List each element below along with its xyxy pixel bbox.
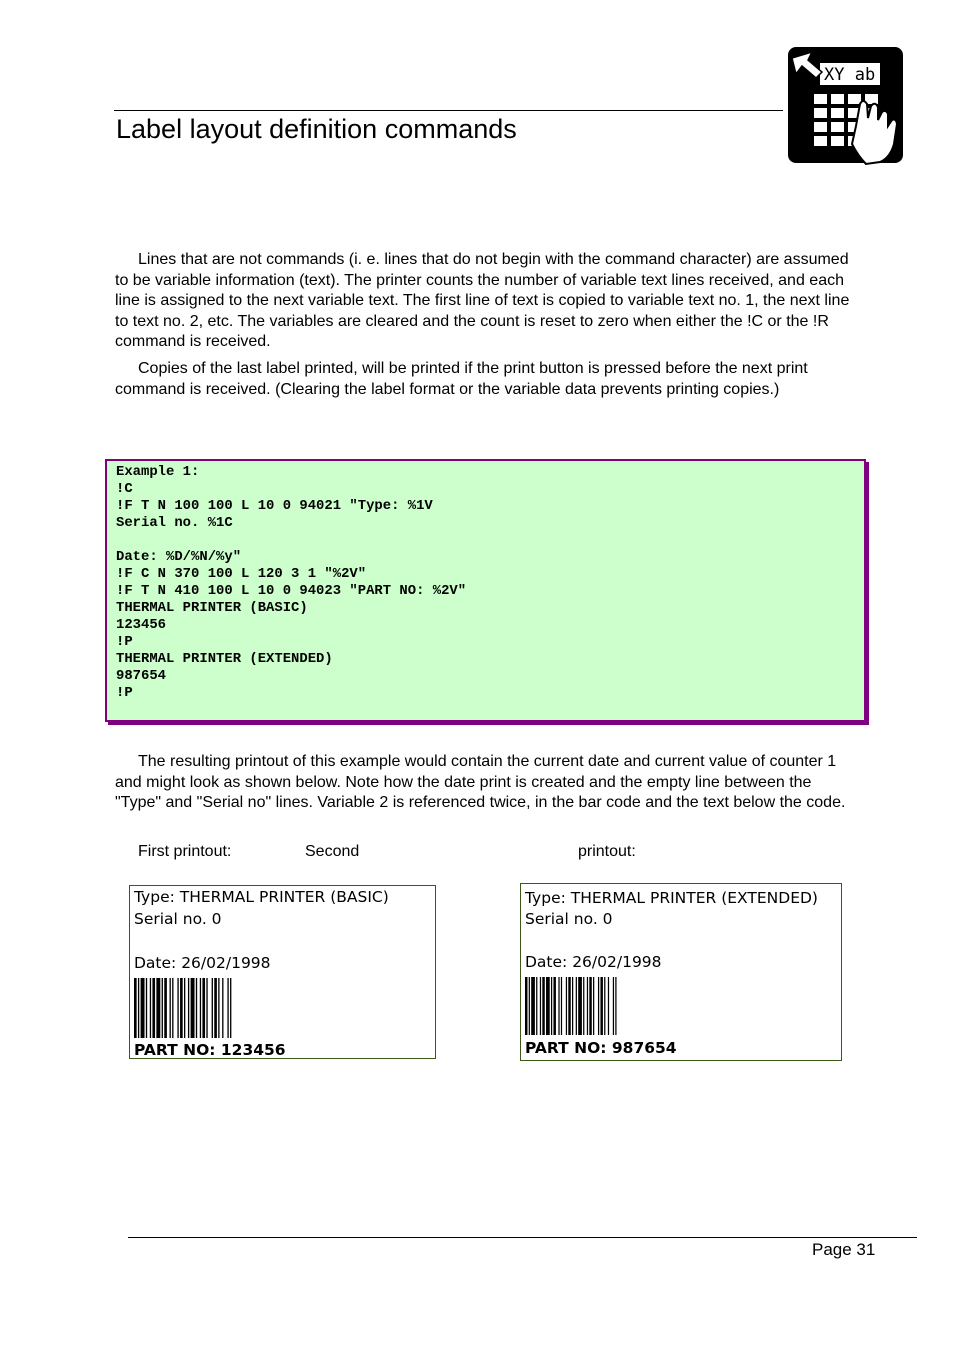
- barcode-bar: [202, 978, 205, 1038]
- barcode-bar: [172, 978, 173, 1038]
- barcode-bar: [546, 977, 550, 1035]
- barcode-bar: [150, 978, 151, 1038]
- barcode: [134, 978, 234, 1038]
- page-title: Label layout definition commands: [116, 114, 517, 144]
- barcode-bar: [200, 978, 201, 1038]
- label-printout-first: [129, 885, 436, 1059]
- label-date-line: Date: 26/02/1998: [525, 953, 662, 971]
- barcode-bar: [531, 977, 535, 1035]
- barcode-bar: [212, 978, 213, 1038]
- barcode-bar: [162, 978, 163, 1038]
- barcode-bar: [170, 978, 171, 1038]
- caption-second: Second: [305, 843, 360, 860]
- label-date-line: Date: 26/02/1998: [134, 954, 271, 972]
- barcode-bar: [561, 977, 562, 1035]
- barcode-bar: [164, 978, 167, 1038]
- barcode-bar: [218, 978, 219, 1038]
- code-example: Example 1: !C !F T N 100 100 L 10 0 94021 "Type: %1V Serial no. %1C Date: %D/%N/%y" !F C N 370 100 L 120 3 1 "%2V" !F T N 410 100 L 10 0 94023 "PART NO: %2V" THERMAL PRINTER (BASIC) 123456 !P THERMAL PRINTER (EXTENDED) 987654 !P: [116, 464, 467, 701]
- label-serial-line: Serial no. 0: [525, 910, 613, 928]
- barcode-bar: [598, 977, 599, 1035]
- barcode-bar: [138, 978, 139, 1038]
- barcode-bar: [188, 978, 189, 1038]
- barcode-bar: [558, 977, 559, 1035]
- barcode-bar: [551, 977, 552, 1035]
- label-type-line: Type: THERMAL PRINTER (BASIC): [134, 888, 389, 906]
- barcode-bar: [553, 977, 555, 1035]
- paragraph-copies: Copies of the last label printed, will be printed if the print button is pressed before the next print command is received. (Clearing the label format or the variable data prevents printing copies.): [115, 360, 808, 398]
- barcode-bar: [227, 978, 228, 1038]
- barcode-bar: [572, 977, 573, 1035]
- label-type-line: Type: THERMAL PRINTER (EXTENDED): [525, 889, 818, 907]
- barcode-bar: [191, 978, 195, 1038]
- barcode-bar: [600, 977, 602, 1035]
- label-serial-line: Serial no. 0: [134, 910, 222, 928]
- barcode-bar: [180, 978, 183, 1038]
- logo-text: XY ab: [824, 65, 876, 85]
- barcode-bar: [230, 978, 231, 1038]
- label-part-line: PART NO: 123456: [134, 1041, 286, 1059]
- barcode-bar: [566, 977, 567, 1035]
- barcode-bar: [529, 977, 530, 1035]
- barcode-bar: [206, 978, 207, 1038]
- barcode-bar: [589, 977, 591, 1035]
- barcode-bar: [222, 978, 223, 1038]
- label-part-line: PART NO: 987654: [525, 1039, 677, 1057]
- barcode-bar: [608, 977, 609, 1035]
- caption-first-printout: First printout:: [138, 843, 232, 860]
- label-printout-second: [520, 883, 842, 1061]
- barcode-bar: [146, 978, 147, 1038]
- page-number: Page 31: [812, 1240, 876, 1259]
- code-example-box: [105, 459, 866, 722]
- barcode-bar: [540, 977, 541, 1035]
- barcode: [525, 977, 619, 1035]
- paragraph-result: The resulting printout of this example would contain the current date and current value of counter 1 and might look as shown below. Note how the date print is created and the empty line between the "Type" and "Serial no" lines. Variable 2 is referenced twice, in the bar code and the text below the code.: [115, 753, 846, 811]
- barcode-bar: [583, 977, 584, 1035]
- calculator-keypad-hand-icon: [786, 46, 906, 166]
- barcode-bar: [214, 978, 217, 1038]
- barcode-bar: [576, 977, 577, 1035]
- barcode-bar: [578, 977, 582, 1035]
- barcode-bar: [536, 977, 537, 1035]
- paragraph-variable-text: Lines that are not commands (i. e. lines that do not begin with the command character) are assumed to be variable information (text). The printer counts the number of variable text lines received, and each line is assigned to the next variable text. The first line of text is copied to variable text no. 1, the next line to text no. 2, etc. The variables are cleared and the count is reset to zero when either the !C or the !R command is received.: [115, 251, 850, 350]
- caption-printout: printout:: [578, 843, 636, 860]
- header-rule: [114, 110, 783, 111]
- barcode-bar: [196, 978, 197, 1038]
- barcode-bar: [604, 977, 605, 1035]
- barcode-bar: [568, 977, 570, 1035]
- barcode-bar: [177, 978, 178, 1038]
- barcode-bar: [152, 978, 155, 1038]
- barcode-bar: [134, 978, 137, 1038]
- barcode-bar: [587, 977, 588, 1035]
- footer-rule: [128, 1237, 917, 1238]
- barcode-bar: [542, 977, 544, 1035]
- barcode-bar: [615, 977, 616, 1035]
- barcode-bar: [156, 978, 160, 1038]
- barcode-bar: [593, 977, 594, 1035]
- barcode-bar: [613, 977, 614, 1035]
- barcode-bar: [525, 977, 527, 1035]
- barcode-bar: [184, 978, 185, 1038]
- barcode-bar: [141, 978, 145, 1038]
